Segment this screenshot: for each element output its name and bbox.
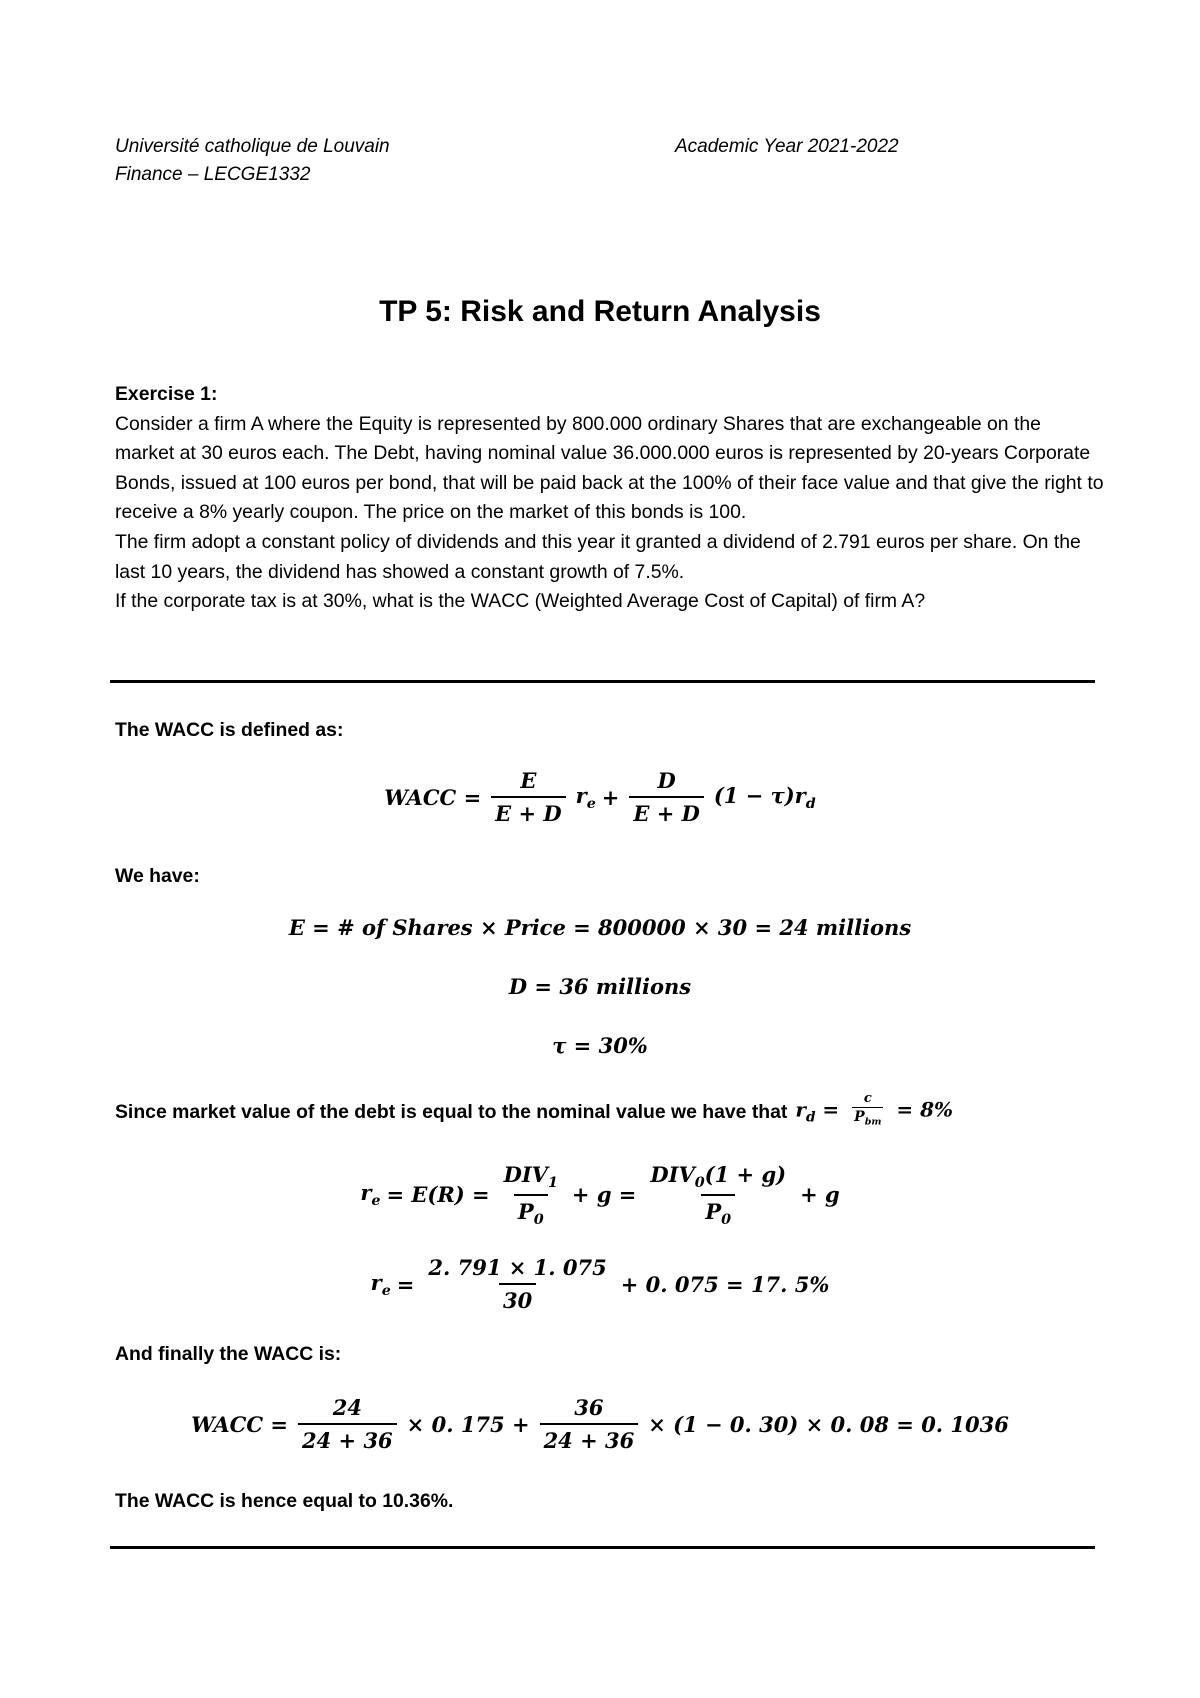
exercise-paragraph-1: Consider a firm A where the Equity is represented by 800.000 ordinary Shares that are exchangeable on the market at 30 euros each. The Debt, having nominal value 36.000.000 euros is represented by 20-years Corporate Bonds, issued at 100 euros per bond, that will be paid back at the 100% of their face value and that give the right to receive a 8% yearly coupon. The price on the market of this bonds is 100. — [115, 412, 1104, 524]
exercise-paragraph-2: The firm adopt a constant policy of dividends and this year it granted a dividend of 2.791 euros per share. On the last 10 years, the dividend has showed a constant growth of 7.5%. — [115, 530, 1081, 583]
debt-cost-sentence: Since market value of the debt is equal to the nominal value we have that — [115, 1100, 788, 1123]
university-name: Université catholique de Louvain — [115, 136, 390, 157]
course-code: Finance – LECGE1332 — [115, 164, 311, 185]
wacc-defined-label: The WACC is defined as: — [115, 719, 344, 741]
academic-year: Academic Year 2021-2022 — [675, 136, 899, 157]
wacc-value-equation: WACC = $\frac{24}{24 + 36}$ × 0. 175 + $\frac{36}{24 + 36}$ × (1 − 0. 30) × 0. 08 = 0. 1036 — [191, 1395, 1009, 1453]
exercise-paragraph-3: If the corporate tax is at 30%, what is the WACC (Weighted Average Cost of Capital) of firm A? — [115, 590, 926, 613]
rd-equation: $r_d$ = $\frac{c}{P_{bm}}$ = 8% — [795, 1092, 953, 1133]
page-title: TP 5: Risk and Return Analysis — [379, 295, 821, 328]
re-formula-equation: $r_e$ = E(R) = $\frac{DIV_1}{P_0}$ + g = $\frac{DIV_0(1 + g)}{P_0}$ + g — [360, 1162, 840, 1228]
equity-equation: E = # of Shares × Price = 800000 × 30 = 24 millions — [288, 915, 912, 940]
exercise-heading: Exercise 1: — [115, 383, 218, 405]
exercise-block — [115, 380, 1105, 617]
debt-cost-line — [115, 1092, 1105, 1133]
finally-label: And finally the WACC is: — [115, 1343, 342, 1365]
divider-bottom — [110, 1546, 1095, 1549]
divider-top — [110, 680, 1095, 683]
tax-equation: τ = 30% — [552, 1033, 648, 1058]
re-value-equation: $r_e$ = $\frac{2. 791 \times 1. 075}{30}$ + 0. 075 = 17. 5% — [370, 1255, 830, 1313]
wacc-definition-equation: WACC = $\frac{E}{E + D}$ $r_e$ + $\frac{D}{E + D}$ $(1 - \tau)r_d$ — [384, 768, 816, 826]
debt-equation: D = 36 millions — [508, 974, 692, 999]
conclusion-text: The WACC is hence equal to 10.36%. — [115, 1490, 454, 1512]
we-have-label: We have: — [115, 865, 200, 887]
